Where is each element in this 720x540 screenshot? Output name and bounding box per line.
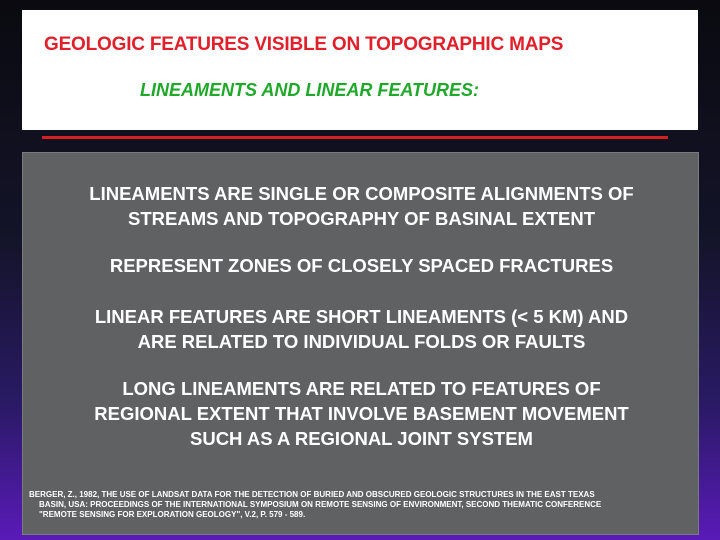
paragraph-line: REPRESENT ZONES OF CLOSELY SPACED FRACTURES <box>109 255 614 276</box>
citation-line: "REMOTE SENSING FOR EXPLORATION GEOLOGY", V.2, P. 579 - 589. <box>39 510 306 519</box>
citation-line: BASIN, USA: PROCEEDINGS OF THE INTERNATIONAL SYMPOSIUM ON REMOTE SENSING OF ENVIRONMENT, SECOND THEMATIC CONFERENCE <box>39 500 602 509</box>
slide-title: GEOLOGIC FEATURES VISIBLE ON TOPOGRAPHIC MAPS <box>44 34 564 55</box>
paragraph-line: LONG LINEAMENTS ARE RELATED TO FEATURES OF <box>122 378 601 399</box>
paragraph-line: ARE RELATED TO INDIVIDUAL FOLDS OR FAULTS <box>137 331 586 352</box>
paragraph-line: LINEAR FEATURES ARE SHORT LINEAMENTS (< 5 KM) AND <box>94 306 629 327</box>
paragraph-line: REGIONAL EXTENT THAT INVOLVE BASEMENT MOVEMENT <box>94 403 629 424</box>
reference-citation <box>29 490 689 520</box>
citation-line: BERGER, Z., 1982, THE USE OF LANDSAT DATA FOR THE DETECTION OF BURIED AND OBSCURED GEOLOGIC STRUCTURES IN THE EAST TEXAS <box>29 490 595 499</box>
paragraph-line: LINEAMENTS ARE SINGLE OR COMPOSITE ALIGNMENTS OF <box>89 183 634 204</box>
title-panel <box>22 10 698 130</box>
title-divider <box>42 136 668 139</box>
paragraph-line: STREAMS AND TOPOGRAPHY OF BASINAL EXTENT <box>128 208 595 229</box>
slide-subtitle: LINEAMENTS AND LINEAR FEATURES: <box>140 80 479 100</box>
content-panel <box>22 152 699 535</box>
paragraph-long-lineaments <box>23 376 700 451</box>
paragraph-lineaments-definition <box>23 181 700 231</box>
paragraph-linear-features <box>23 304 700 354</box>
paragraph-fracture-zones <box>23 253 700 278</box>
paragraph-line: SUCH AS A REGIONAL JOINT SYSTEM <box>190 428 533 449</box>
